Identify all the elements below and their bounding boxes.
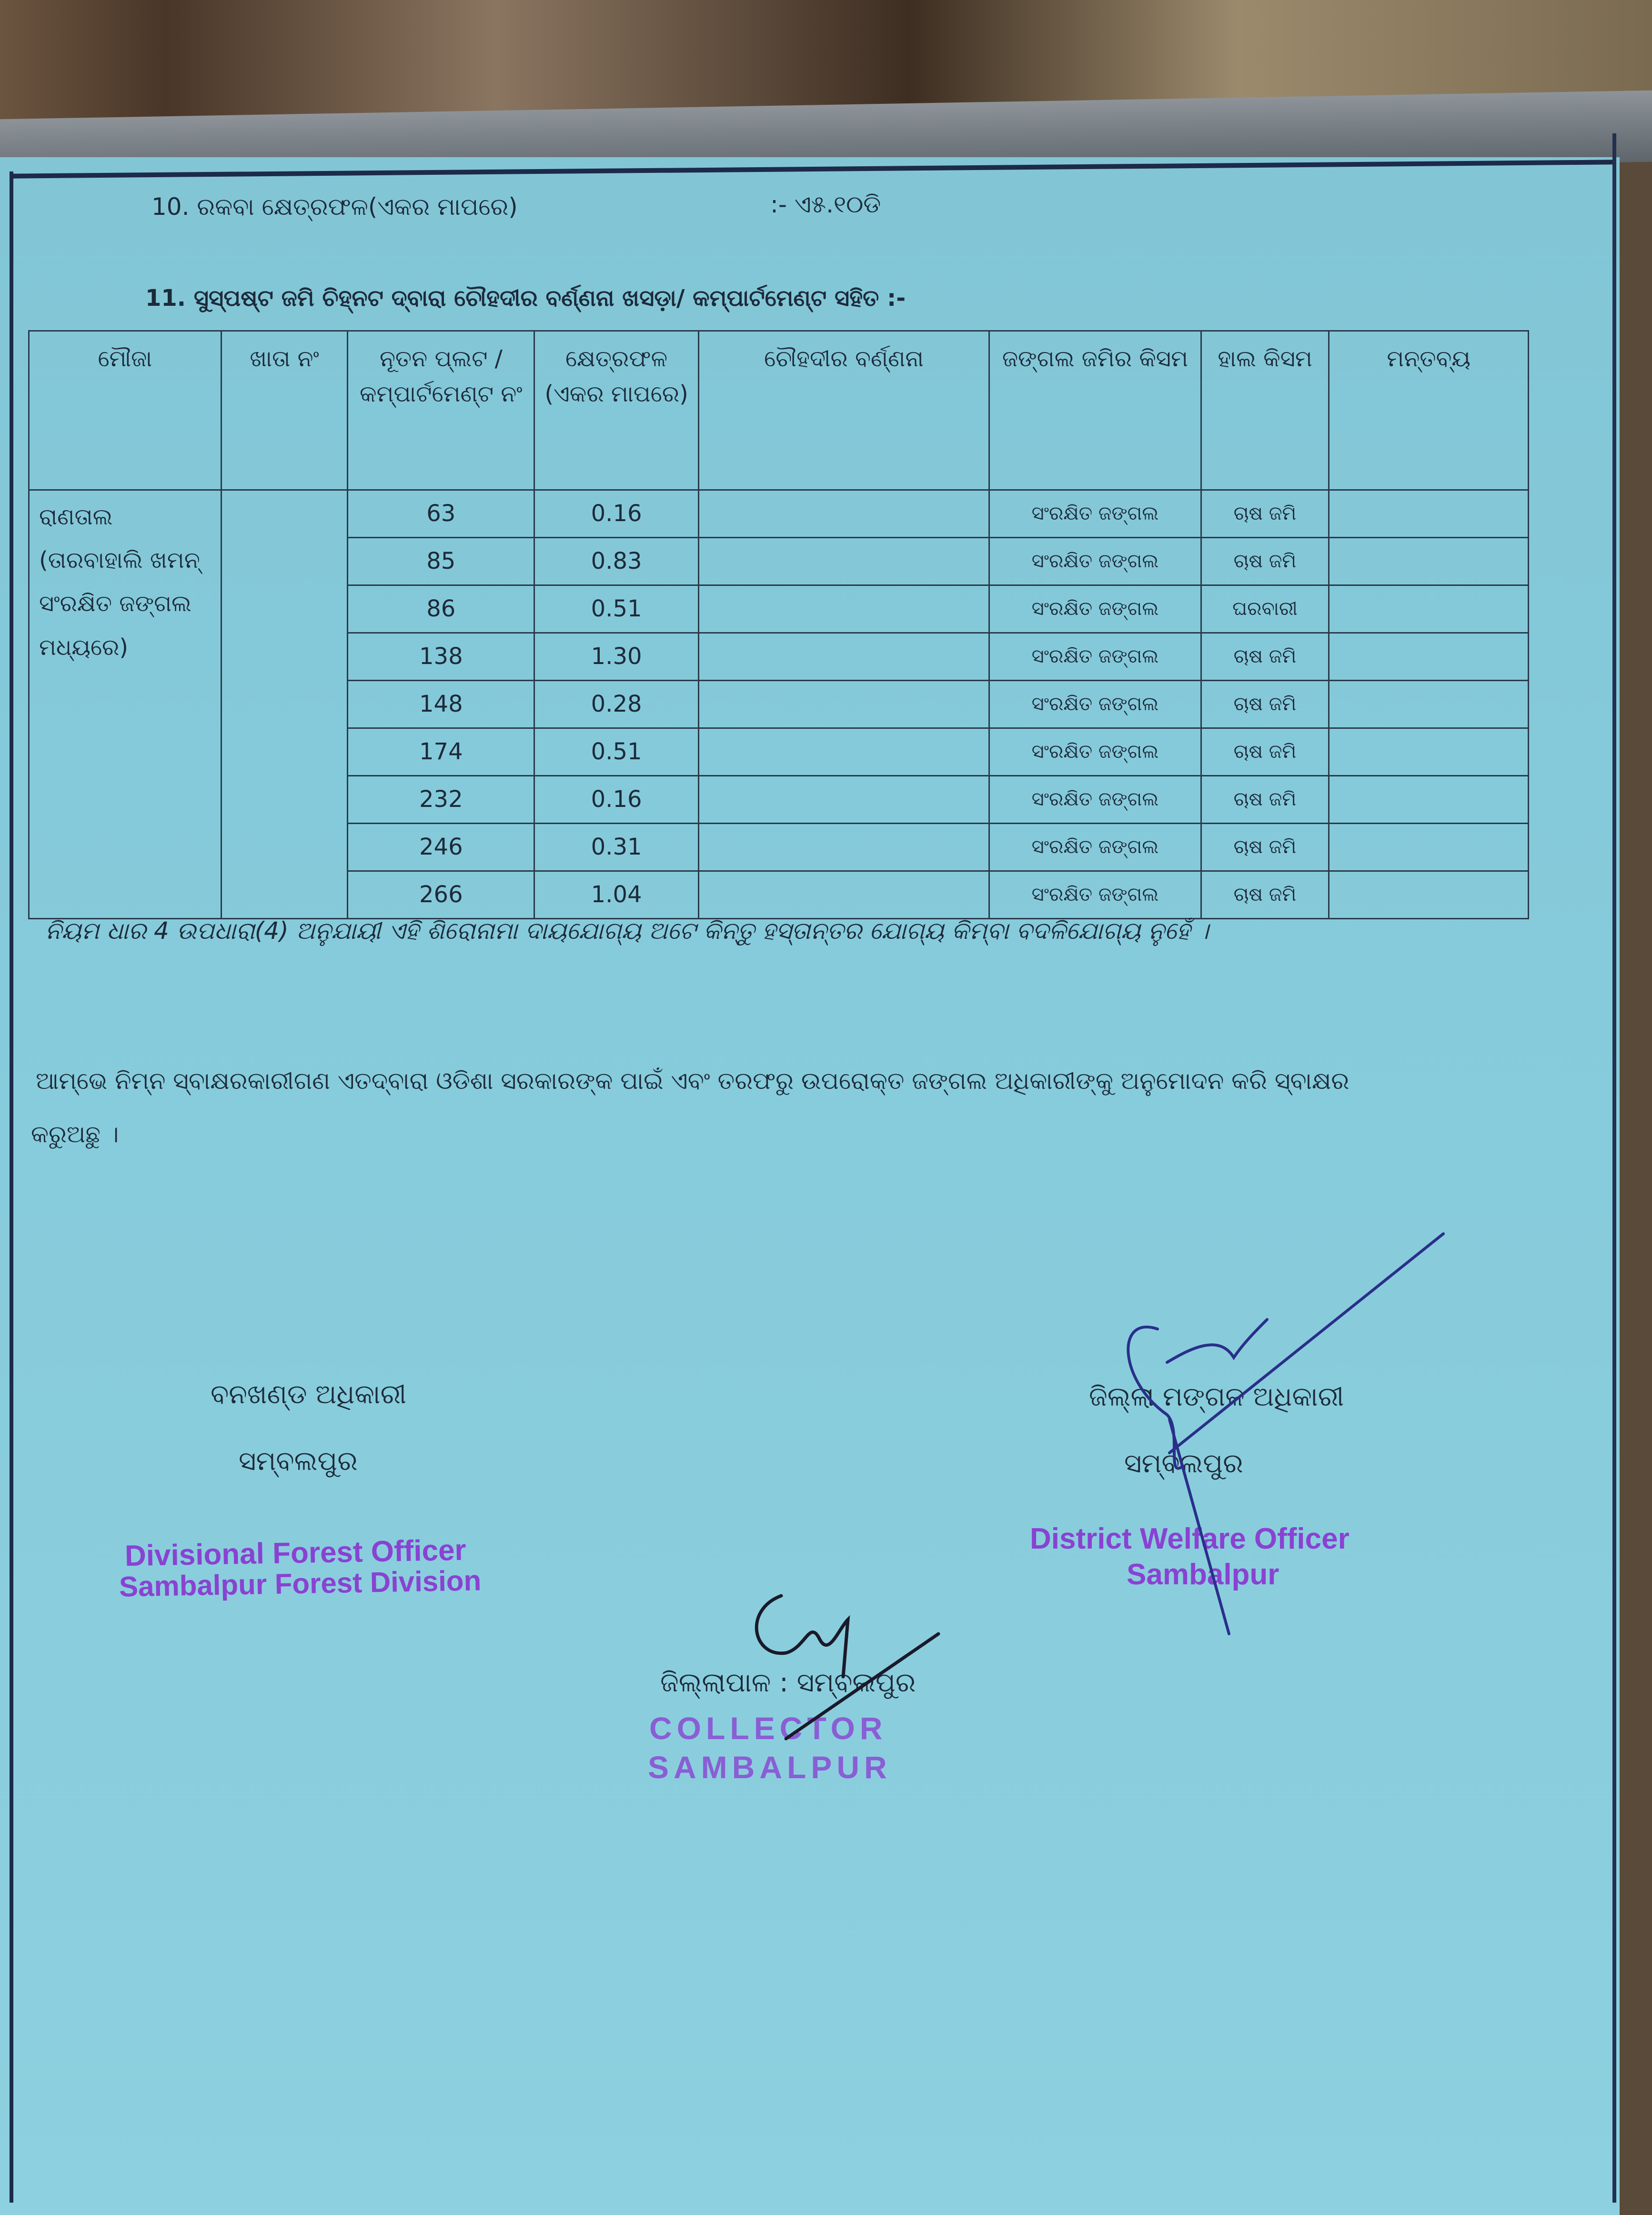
header-area: କ୍ଷେତ୍ରଫଳ (ଏକର ମାପରେ) xyxy=(534,331,699,490)
dwo-stamp-line-1: District Welfare Officer xyxy=(1030,1522,1350,1555)
collector-stamp-line-2: SAMBALPUR xyxy=(648,1750,892,1785)
dfo-stamp-line-1: Divisional Forest Officer xyxy=(124,1533,467,1573)
header-khata: ଖାତା ନଂ xyxy=(221,331,348,490)
area-cell: 1.04 xyxy=(534,871,699,919)
dwo-place: ସମ୍ବଲପୁର xyxy=(1124,1448,1243,1479)
mouza-cell: ରାଣତାଲ (ତାରବାହାଲି ଖମନ୍ ସଂରକ୍ଷିତ ଜଙ୍ଗଲ ମଧ୍ୟରେ) xyxy=(29,490,222,919)
forest-type-cell: ସଂରକ୍ଷିତ ଜଙ୍ଗଲ xyxy=(989,490,1201,538)
current-type-cell: ଘରବାରୀ xyxy=(1201,585,1329,633)
dwo-title: ଜିଲ୍ଲା ମଙ୍ଗଳ ଅଧିକାରୀ xyxy=(1089,1381,1344,1412)
forest-type-cell: ସଂରକ୍ଷିତ ଜଙ୍ଗଲ xyxy=(989,633,1201,681)
header-mouza: ମୌଜା xyxy=(29,331,222,490)
forest-type-cell: ସଂରକ୍ଷିତ ଜଙ୍ଗଲ xyxy=(989,728,1201,776)
forest-type-cell: ସଂରକ୍ଷିତ ଜଙ୍ଗଲ xyxy=(989,824,1201,871)
current-type-cell: ଚାଷ ଜମି xyxy=(1201,824,1329,871)
area-cell: 0.28 xyxy=(534,681,699,728)
plot-cell: 86 xyxy=(348,585,534,633)
declaration-line-2: କରୁଅଛୁ । xyxy=(31,1120,119,1148)
current-type-cell: ଚାଷ ଜମି xyxy=(1201,871,1329,919)
area-cell: 0.31 xyxy=(534,824,699,871)
plot-cell: 246 xyxy=(348,824,534,871)
plot-cell: 85 xyxy=(348,538,534,585)
forest-type-cell: ସଂରକ୍ଷିତ ଜଙ୍ଗଲ xyxy=(989,871,1201,919)
declaration-line-1: ଆମ୍ଭେ ନିମ୍ନ ସ୍ବାକ୍ଷରକାରୀଗଣ ଏତଦ୍ବାରା ଓଡିଶା ସରକାରଙ୍କ ପାଇଁ ଏବଂ ତରଫରୁ ଉପରୋକ୍ତ ଜଙ୍ଗଲ ଅଧିକାରୀଙ୍କୁ ଅନୁମୋଦନ କରି ସ୍ବାକ୍ଷର xyxy=(36,1067,1350,1095)
current-type-cell: ଚାଷ ଜମି xyxy=(1201,538,1329,585)
plot-cell: 232 xyxy=(348,776,534,824)
area-cell: 1.30 xyxy=(534,633,699,681)
collector-stamp-line-1: COLLECTOR xyxy=(649,1711,887,1746)
current-type-cell: ଚାଷ ଜମି xyxy=(1201,681,1329,728)
header-remarks: ମନ୍ତବ୍ୟ xyxy=(1329,331,1529,490)
forest-type-cell: ସଂରକ୍ଷିତ ଜଙ୍ଗଲ xyxy=(989,681,1201,728)
area-cell: 0.16 xyxy=(534,490,699,538)
plot-cell: 174 xyxy=(348,728,534,776)
header-current-type: ହାଲ କିସମ xyxy=(1201,331,1329,490)
area-cell: 0.51 xyxy=(534,585,699,633)
dwo-signature xyxy=(1128,1234,1443,1634)
forest-type-cell: ସଂରକ୍ଷିତ ଜଙ୍ଗଲ xyxy=(989,585,1201,633)
current-type-cell: ଚାଷ ଜମି xyxy=(1201,633,1329,681)
collector-title: ଜିଲ୍ଲାପାଳ : ସମ୍ବଲପୁର xyxy=(660,1667,916,1698)
plot-cell: 63 xyxy=(348,490,534,538)
plot-cell: 266 xyxy=(348,871,534,919)
current-type-cell: ଚାଷ ଜମି xyxy=(1201,728,1329,776)
current-type-cell: ଚାଷ ଜମି xyxy=(1201,776,1329,824)
item-10-value: :- ଏ୫.୧୦ଡି xyxy=(770,191,881,218)
forest-type-cell: ସଂରକ୍ଷିତ ଜଙ୍ଗଲ xyxy=(989,776,1201,824)
forest-type-cell: ସଂରକ୍ଷିତ ଜଙ୍ଗଲ xyxy=(989,538,1201,585)
item-10-label: 10. ରକବା କ୍ଷେତ୍ରଫଳ(ଏକର ମାପରେ) xyxy=(151,193,518,221)
header-boundary: ଚୌହଦୀର ବର୍ଣ୍ଣନା xyxy=(698,331,989,490)
header-forest-type: ଜଙ୍ଗଲ ଜମିର କିସମ xyxy=(989,331,1201,490)
current-type-cell: ଚାଷ ଜମି xyxy=(1201,490,1329,538)
plot-cell: 148 xyxy=(348,681,534,728)
header-plot: ନୂତନ ପ୍ଲଟ / କମ୍ପାର୍ଟମେଣ୍ଟ ନଂ xyxy=(348,331,534,490)
dfo-title: ବନଖଣ୍ଡ ଅଧିକାରୀ xyxy=(211,1379,407,1410)
collector-signature xyxy=(756,1596,938,1739)
dwo-stamp-line-2: Sambalpur xyxy=(1127,1558,1279,1591)
area-cell: 0.16 xyxy=(534,776,699,824)
dfo-stamp-line-2: Sambalpur Forest Division xyxy=(119,1564,482,1603)
item-11-label: 11. ସୁସ୍ପଷ୍ଟ ଜମି ଚିହ୍ନଟ ଦ୍ବାରା ଚୌହଦୀର ବର୍ଣ୍ଣନା ଖସଡ଼ା/ କମ୍ପାର୍ଟମେଣ୍ଟ ସହିତ :- xyxy=(145,285,906,312)
area-cell: 0.83 xyxy=(534,538,699,585)
dfo-place: ସମ୍ବଲପୁର xyxy=(239,1446,358,1477)
footnote: ନିୟମ ଧାର 4 ଉପଧାରା(4) ଅନୁଯାୟୀ ଏହି ଶିରୋନାମା ଦାୟଯୋଗ୍ୟ ଅଟେ କିନ୍ତୁ ହସ୍ତାନ୍ତର ଯୋଗ୍ୟ କିମ୍ବା ବଦଳିଯୋଗ୍ୟ ନୁହେଁ । xyxy=(45,917,1209,945)
area-cell: 0.51 xyxy=(534,728,699,776)
plot-cell: 138 xyxy=(348,633,534,681)
